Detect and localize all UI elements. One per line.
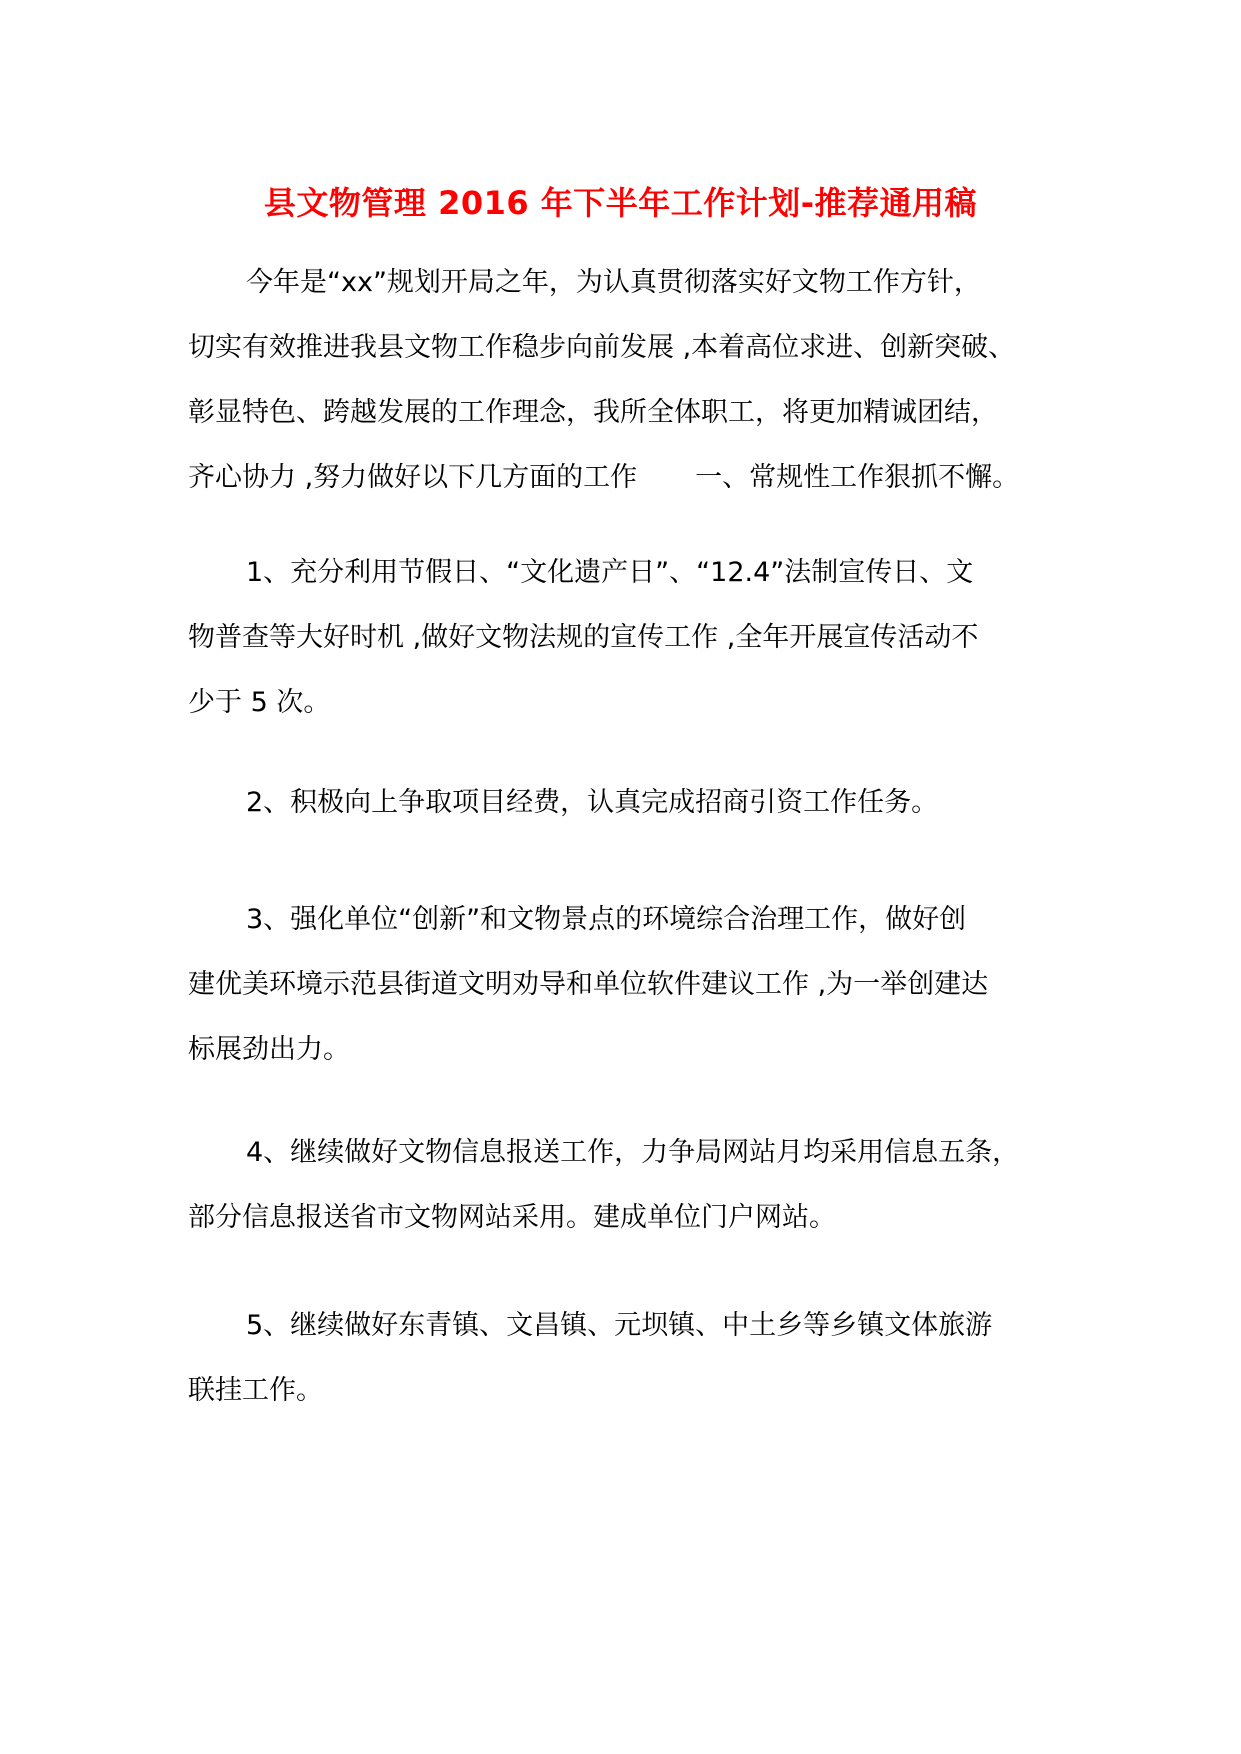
paragraph-line: 齐心协力 ,努力做好以下几方面的工作 <box>188 462 638 493</box>
paragraph-line: 建优美环境示范县街道文明劝导和单位软件建议工作 ,为一举创建达 <box>188 969 989 1000</box>
paragraph-line: 部分信息报送省市文物网站采用。建成单位门户网站。 <box>188 1202 836 1233</box>
paragraph-line: 4、继续做好文物信息报送工作，力争局网站月均采用信息五条， <box>246 1137 1020 1168</box>
paragraph-line: 2、积极向上争取项目经费，认真完成招商引资工作任务。 <box>246 787 939 818</box>
paragraph-line: 少于 5 次。 <box>188 687 331 718</box>
list-item-4 <box>188 1120 1068 1250</box>
paragraph-line: 今年是“xx”规划开局之年，为认真贯彻落实好文物工作方针， <box>246 267 981 298</box>
paragraph-line: 联挂工作。 <box>188 1375 323 1406</box>
paragraph-line: 彰显特色、跨越发展的工作理念，我所全体职工，将更加精诚团结， <box>188 397 998 428</box>
section-heading: 一、常规性工作狠抓不懈。 <box>695 462 1020 493</box>
paragraph-line: 物普查等大好时机 ,做好文物法规的宣传工作 ,全年开展宣传活动不 <box>188 622 979 653</box>
document-title: 县文物管理 2016 年下半年工作计划-推荐通用稿 <box>263 184 978 223</box>
list-item-1 <box>188 540 1068 735</box>
paragraph-line: 标展劲出力。 <box>188 1034 350 1065</box>
paragraph-line: 1、充分利用节假日、“文化遗产日”、“12.4”法制宣传日、文 <box>246 557 974 588</box>
paragraph-line-with-heading <box>188 445 1068 510</box>
paragraph-line: 切实有效推进我县文物工作稳步向前发展 ,本着高位求进、创新突破、 <box>188 332 1016 363</box>
paragraph-line: 5、继续做好东青镇、文昌镇、元坝镇、中土乡等乡镇文体旅游 <box>246 1310 993 1341</box>
paragraph-line: 3、强化单位“创新”和文物景点的环境综合治理工作，做好创 <box>246 904 967 935</box>
list-item-3 <box>188 887 1068 1082</box>
list-item-2 <box>188 770 1068 835</box>
intro-paragraph <box>188 250 1068 510</box>
list-item-5 <box>188 1293 1068 1423</box>
